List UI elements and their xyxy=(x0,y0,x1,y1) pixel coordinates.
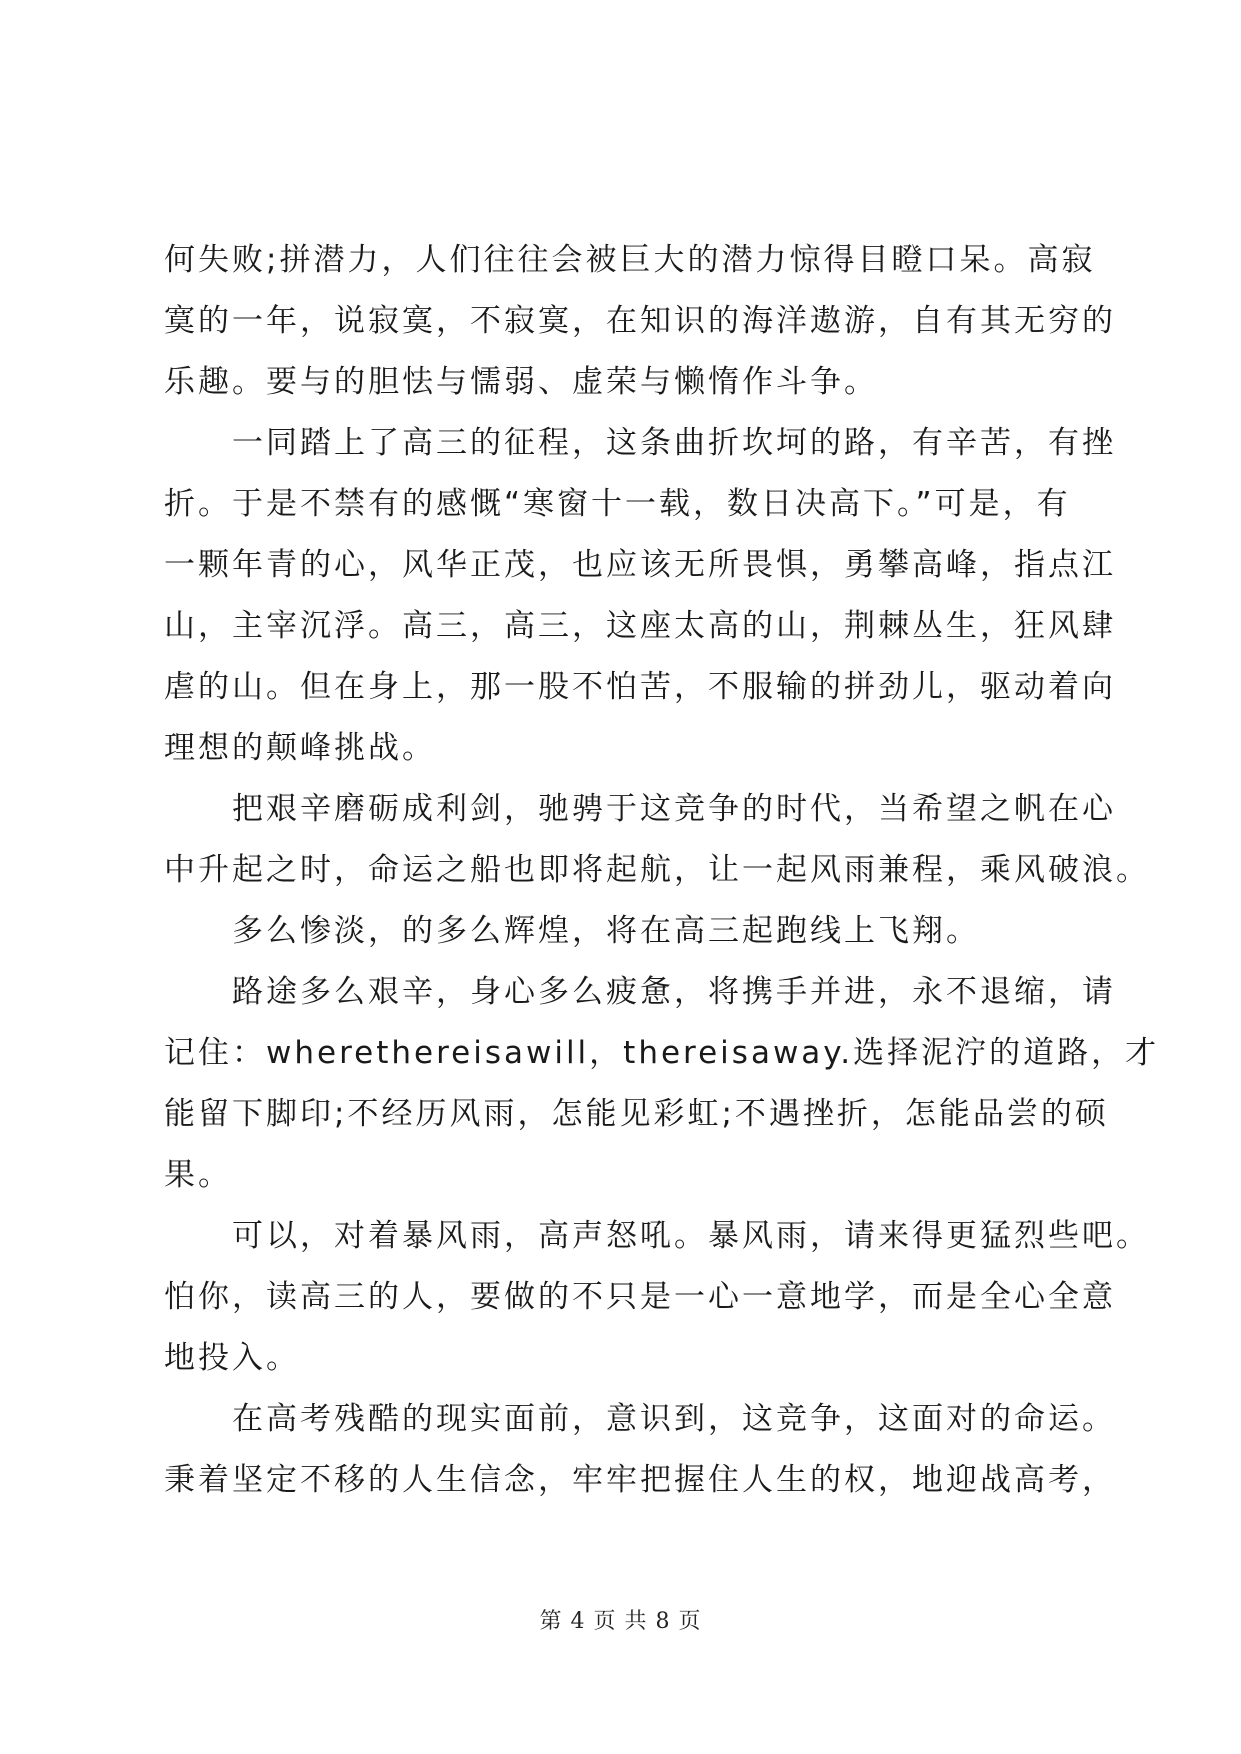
text-line: 秉着坚定不移的人生信念，牢牢把握住人生的权，地迎战高考， xyxy=(164,1462,1116,1498)
text-line: 何失败;拼潜力，人们往往会被巨大的潜力惊得目瞪口呆。高寂 xyxy=(164,242,1096,278)
page-footer: 第 4 页 共 8 页 xyxy=(539,1609,702,1634)
text-line: 一颗年青的心，风华正茂，也应该无所畏惧，勇攀高峰，指点江 xyxy=(164,547,1116,583)
text-line: 能留下脚印;不经历风雨，怎能见彩虹;不遇挫折，怎能品尝的硕 xyxy=(164,1096,1109,1132)
text-line: 中升起之时，命运之船也即将起航，让一起风雨兼程，乘风破浪。 xyxy=(164,852,1150,888)
text-line: 多么惨淡，的多么辉煌，将在高三起跑线上飞翔。 xyxy=(232,913,980,949)
body-text xyxy=(164,230,1160,1511)
text-line: 寞的一年，说寂寞，不寂寞，在知识的海洋遨游，自有其无穷的 xyxy=(164,303,1116,339)
text-line: 把艰辛磨砺成利剑，驰骋于这竞争的时代，当希望之帆在心 xyxy=(232,791,1116,827)
text-line: 理想的颠峰挑战。 xyxy=(164,730,436,766)
text-line: 折。于是不禁有的感慨“寒窗十一载，数日决高下。”可是，有 xyxy=(164,486,1071,522)
text-line: 地投入。 xyxy=(164,1340,300,1376)
text-line: 乐趣。要与的胆怯与懦弱、虚荣与懒惰作斗争。 xyxy=(164,364,878,400)
text-line: 山，主宰沉浮。高三，高三，这座太高的山，荆棘丛生，狂风肆 xyxy=(164,608,1116,644)
text-line: 在高考残酷的现实面前，意识到，这竞争，这面对的命运。 xyxy=(232,1401,1116,1437)
text-line: 一同踏上了高三的征程，这条曲折坎坷的路，有辛苦，有挫 xyxy=(232,425,1116,461)
text-line: 可以，对着暴风雨，高声怒吼。暴风雨，请来得更猛烈些吧。 xyxy=(232,1218,1150,1254)
text-line: 路途多么艰辛，身心多么疲惫，将携手并进，永不退缩，请 xyxy=(232,974,1116,1010)
text-line: 虐的山。但在身上，那一股不怕苦，不服输的拼劲儿，驱动着向 xyxy=(164,669,1116,705)
text-line: 怕你，读高三的人，要做的不只是一心一意地学，而是全心全意 xyxy=(164,1279,1116,1315)
text-line: 果。 xyxy=(164,1157,232,1193)
text-line: 记住：wherethereisawill，thereisaway.选择泥泞的道路，才 xyxy=(164,1035,1160,1071)
